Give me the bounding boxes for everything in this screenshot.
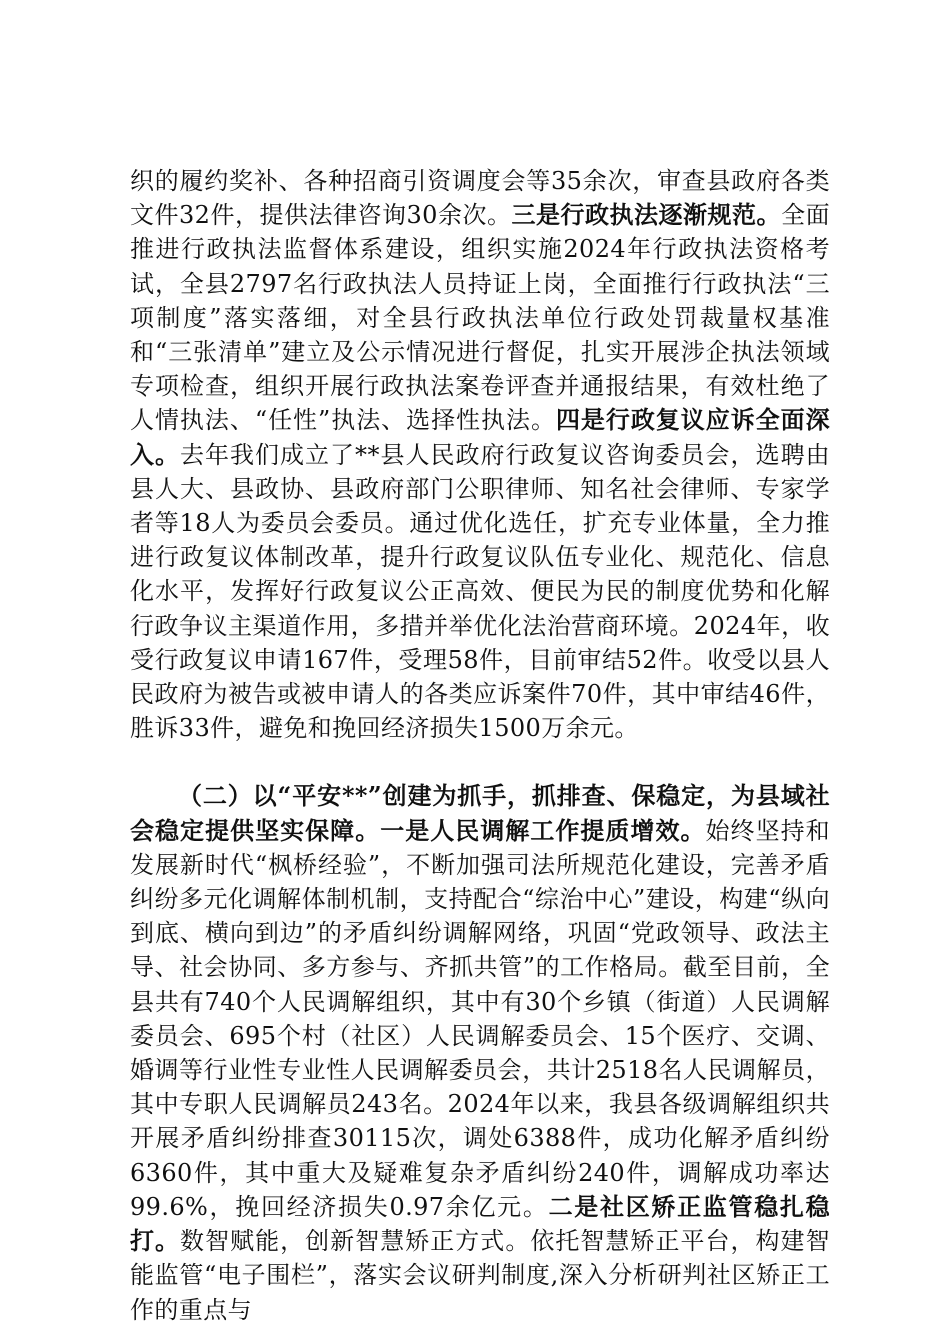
text-run: 去年我们成立了**县人民政府行政复议咨询委员会，选聘由县人大、县政协、县政府部门公职律师、知名社会律师、专家学者等18人为委员会委员。通过优化选任，扩充专业体量，全力推进行政复议体制改革，提升行政复议队伍专业化、规范化、信息化水平，发挥好行政复议公正高效、便民为民的制度优势和化解行政争议主渠道作用，多措并举优化法治营商环境。2024年，收受行政复议申请167件，受理58件，目前审结52件。收受以县人民政府为被告或被申请人的各类应诉案件70件，其中审结46件，胜诉33件，避免和挽回经济损失1500万余元。 [130,440,830,743]
bold-heading-mediation: 一是人民调解工作提质增效。 [380,815,706,845]
bold-heading-law-enforcement: 三是行政执法逐渐规范。 [511,200,782,230]
text-run: 数智赋能，创新智慧矫正方式。依托智慧矫正平台，构建智能监管“电子围栏”，落实会议研判制度,深入分析研判社区矫正工作的重点与 [130,1227,830,1324]
bold-heading-administrative-review: 四是行政复议应诉全面深入。 [130,405,830,469]
text-run: 始终坚持和发展新时代“枫桥经验”，不断加强司法所规范化建设，完善矛盾纠纷多元化调解体制机制，支持配合“综治中心”建设，构建“纵向到底、横向到边”的矛盾纠纷调解网络，巩固“党政领导、政法主导、社会协同、多方参与、齐抓共管”的工作格局。截至目前，全县共有740个人民调解组织，其中有30个乡镇（街道）人民调解委员会、695个村（社区）人民调解委员会、15个医疗、交调、婚调等行业性专业性人民调解委员会，共计2518名人民调解员，其中专职人民调解员243名。2024年以来，我县各级调解组织共开展矛盾纠纷排查30115次，调处6388件，成功化解矛盾纠纷6360件，其中重大及疑难复杂矛盾纠纷240件，调解成功率达99.6%，挽回经济损失0.97余亿元。 [130,816,831,1221]
paragraph-safety-stability [130,779,830,1326]
text-run: 织的履约奖补、各种招商引资调度会等35余次，审查县政府各类文件32件，提供法律咨询30余次。 [130,167,830,230]
section-heading: （二）以“平安**”创建为抓手，抓排查、保稳定，为县域社会稳定提供坚实保障。 [130,781,830,845]
paragraph-administrative-law [130,164,830,745]
document-body [130,164,830,1327]
text-run: 全面推进行政执法监督体系建设，组织实施2024年行政执法资格考试，全县2797名行政执法人员持证上岗，全面推行行政执法“三项制度”落实落细，对全县行政执法单位行政处罚裁量权基准和“三张清单”建立及公示情况进行督促，扎实开展涉企执法领域专项检查，组织开展行政执法案卷评查并通报结果，有效杜绝了人情执法、“任性”执法、选择性执法。 [130,201,830,435]
bold-heading-community-correction: 二是社区矫正监管稳扎稳打。 [130,1191,830,1256]
